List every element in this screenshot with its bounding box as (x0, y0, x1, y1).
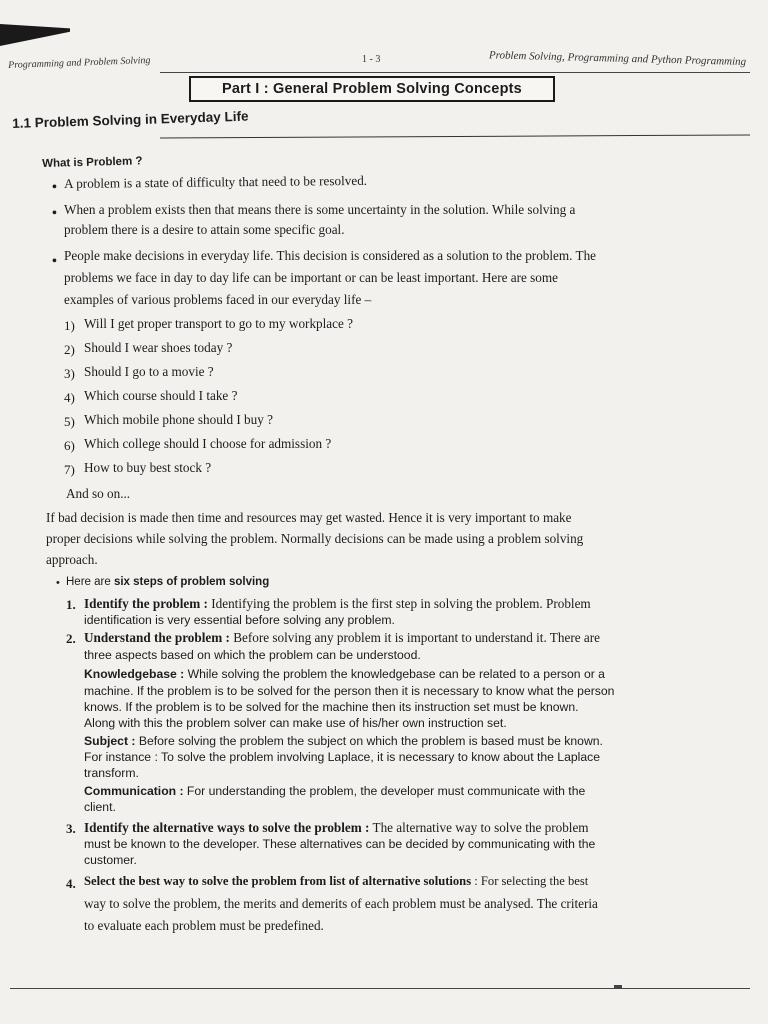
bullet-2-line-2: problem there is a desire to attain some specific goal. (64, 222, 345, 237)
step-3-text: The alternative way to solve the problem (369, 820, 589, 835)
communication-text: For understanding the problem, the developer must communicate with the (183, 784, 586, 798)
step-3-line-1 (84, 820, 589, 836)
example-number: 5) (64, 414, 75, 429)
paragraph-line-1: If bad decision is made then time and resources may get wasted. Hence it is very important to make (46, 510, 572, 525)
example-item: Should I wear shoes today ? (84, 340, 233, 355)
knowledgebase-text: While solving the problem the knowledgebase can be related to a person or a (184, 667, 605, 681)
step-number: 1. (66, 597, 76, 612)
and-so-on: And so on... (66, 486, 131, 501)
knowledgebase-line-3: knows. If the problem is to be solved for the machine then its instruction set must be known. (84, 700, 579, 714)
header-rule (160, 72, 750, 73)
knowledgebase-line-1 (84, 667, 605, 681)
example-item: Which mobile phone should I buy ? (84, 412, 273, 427)
step-number: 2. (66, 631, 76, 646)
page-corner-mark (0, 24, 70, 46)
bullet-3-line-1: People make decisions in everyday life. This decision is considered as a solution to the problem. The (64, 248, 597, 263)
example-item: Will I get proper transport to go to my workplace ? (84, 316, 354, 331)
example-number: 7) (64, 462, 75, 477)
subject-line-2: For instance : To solve the problem involving Laplace, it is necessary to know about the Laplace (84, 750, 601, 764)
bullet-1-line-1: A problem is a state of difficulty that need to be resolved. (64, 172, 368, 191)
bullet-2-line-1: When a problem exists then that means there is some uncertainty in the solution. While solving a (64, 202, 576, 217)
knowledgebase-line-4: Along with this the problem solver can make use of his/her own instruction set. (84, 716, 507, 730)
footer-mark (614, 985, 622, 989)
paragraph-line-3: approach. (46, 552, 98, 567)
section-heading: 1.1 Problem Solving in Everyday Life (12, 108, 249, 131)
step-4-line-2: way to solve the problem, the merits and demerits of each problem must be analysed. The criteria (84, 896, 598, 911)
step-2-line-1 (84, 630, 600, 646)
step-number: 3. (66, 821, 76, 836)
steps-intro-prefix: Here are (66, 576, 114, 588)
example-number: 2) (64, 342, 75, 357)
knowledgebase-title: Knowledgebase : (84, 667, 185, 681)
communication-title: Communication : (84, 784, 184, 798)
knowledgebase-line-2: machine. If the problem is to be solved for the person then it is necessary to know what the person (84, 684, 615, 698)
step-number: 4. (66, 876, 76, 891)
example-item: Which college should I choose for admission ? (84, 436, 332, 451)
step-4-line-1 (84, 874, 588, 889)
bullet-3-line-3: examples of various problems faced in our everyday life – (64, 292, 372, 307)
step-3-line-3: customer. (84, 853, 137, 867)
paragraph-line-2: proper decisions while solving the problem. Normally decisions can be made using a problem solving (46, 531, 584, 546)
example-number: 1) (64, 318, 75, 333)
example-item: How to buy best stock ? (84, 460, 212, 475)
part-title: Part I : General Problem Solving Concepts (189, 76, 555, 102)
step-3-line-2: must be known to the developer. These alternatives can be decided by communicating with the (84, 837, 596, 851)
subject-title: Subject : (84, 734, 136, 748)
bullet-marker: • (52, 254, 57, 269)
step-2-line-2: three aspects based on which the problem can be understood. (84, 648, 421, 662)
step-1-title: Identify the problem : (84, 596, 208, 611)
footer-rule (10, 988, 750, 989)
step-1-text: Identifying the problem is the first step in solving the problem. Problem (207, 596, 591, 611)
bullet-marker: • (52, 206, 57, 221)
step-3-title: Identify the alternative ways to solve the problem : (84, 820, 370, 835)
step-2-text: Before solving any problem it is important to understand it. There are (229, 630, 600, 645)
step-1-line-2: identification is very essential before solving any problem. (84, 613, 395, 627)
step-1-line-1 (84, 596, 591, 612)
example-item: Which course should I take ? (84, 388, 238, 403)
bullet-marker: • (56, 577, 60, 589)
communication-line-1 (84, 784, 585, 798)
subject-line-3: transform. (84, 766, 139, 780)
example-item: Should I go to a movie ? (84, 364, 214, 379)
step-4-line-3: to evaluate each problem must be predefined. (84, 918, 324, 933)
bullet-3-line-2: problems we face in day to day life can be important or can be least important. Here are some (64, 270, 558, 285)
step-2-title: Understand the problem : (84, 630, 230, 645)
section-rule (160, 134, 750, 138)
steps-intro-bold: six steps of problem solving (113, 576, 270, 588)
communication-line-2: client. (84, 800, 116, 814)
step-4-text: : For selecting the best (471, 874, 589, 888)
subject-text: Before solving the problem the subject on which the problem is based must be known. (135, 734, 603, 748)
running-header (0, 49, 768, 78)
steps-intro (66, 576, 269, 588)
subheading-what-is-problem: What is Problem ? (42, 155, 143, 170)
bullet-marker: • (52, 180, 57, 195)
header-page-number: 1 - 3 (362, 54, 381, 65)
example-number: 6) (64, 438, 75, 453)
header-left-title: Programming and Problem Solving (8, 55, 151, 71)
example-number: 4) (64, 390, 75, 405)
header-right-title: Problem Solving, Programming and Python Programming (488, 49, 746, 68)
subject-line-1 (84, 734, 603, 748)
step-4-title: Select the best way to solve the problem from list of alternative solutions (84, 874, 472, 888)
example-number: 3) (64, 366, 75, 381)
